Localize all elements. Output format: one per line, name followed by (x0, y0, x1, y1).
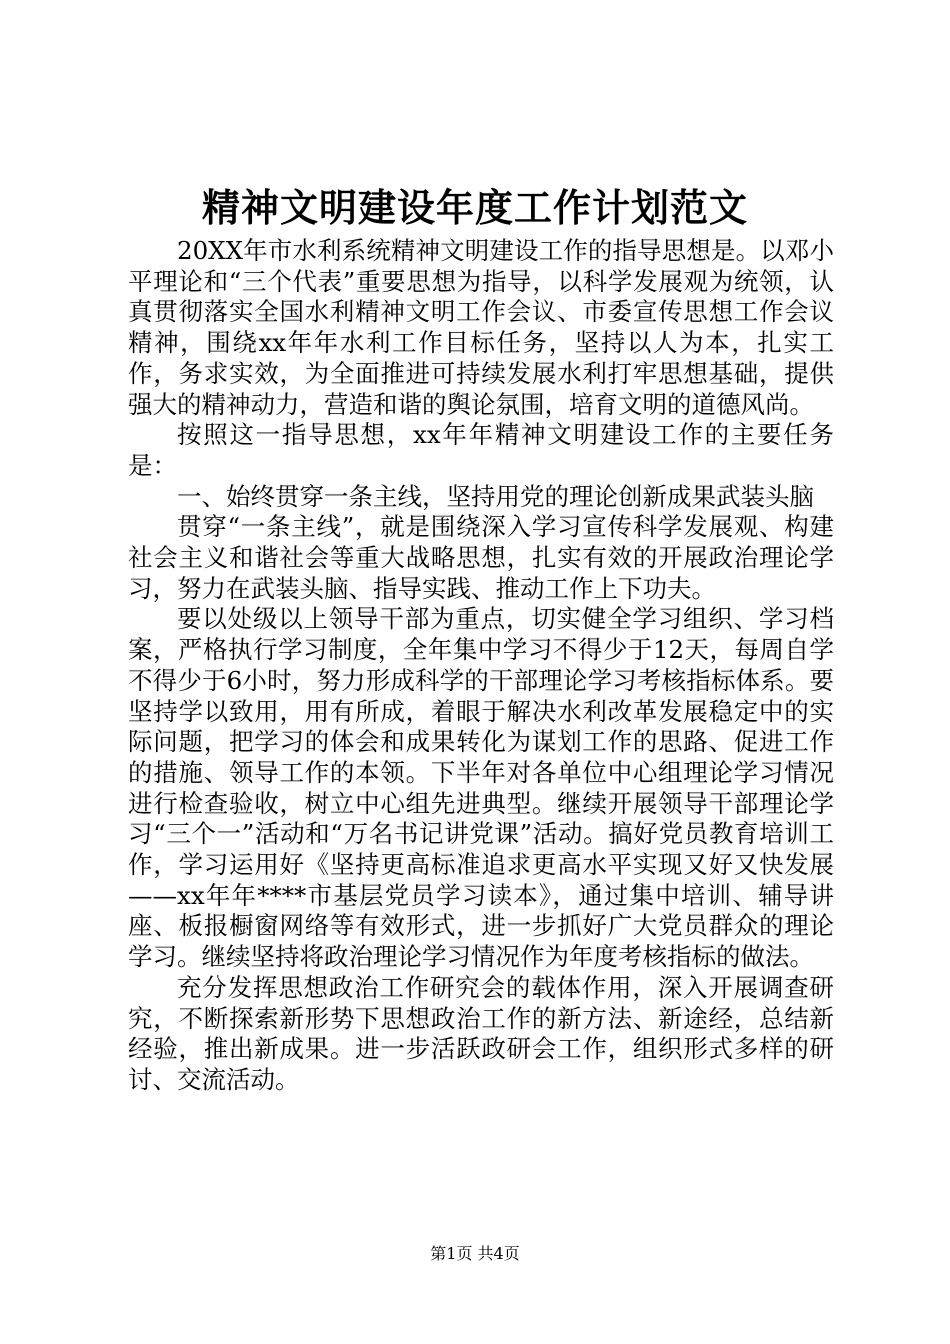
section-heading-1: 一、始终贯穿一条主线，坚持用党的理论创新成果武装头脑 (177, 481, 814, 511)
page-number: 第1页 共4页 (430, 1244, 520, 1263)
paragraph-guiding-ideology: 20XX年市水利系统精神文明建设工作的指导思想是。以邓小平理论和“三个代表”重要思想为指导，以科学发展观为统领，认真贯彻落实全国水利精神文明工作会议、市委宣传思想工作会议精神，围绕xx年年水利工作目标任务，坚持以人为本，扎实工作，务求实效，为全面推进可持续发展水利打牢思想基础，提供强大的精神动力，营造和谐的舆论氛围，培育文明的道德风尚。 (128, 236, 834, 419)
document-body (128, 236, 834, 1096)
paragraph-main-tasks-intro: 按照这一指导思想，xx年年精神文明建设工作的主要任务是： (128, 420, 834, 480)
paragraph-leadership-study: 要以处级以上领导干部为重点，切实健全学习组织、学习档案，严格执行学习制度，全年集中学习不得少于12天，每周自学不得少于6小时，努力形成科学的干部理论学习考核指标体系。要坚持学以致用，用有所成，着眼于解决水利改革发展稳定中的实际问题，把学习的体会和成果转化为谋划工作的思路、促进工作的措施、领导工作的本领。下半年对各单位中心组理论学习情况进行检查验收，树立中心组先进典型。继续开展领导干部理论学习“三个一”活动和“万名书记讲党课”活动。搞好党员教育培训工作，学习运用好《坚持更高标准追求更高水平实现又好又快发展——xx年年****市基层党员学习读本》，通过集中培训、辅导讲座、板报橱窗网络等有效形式，进一步抓好广大党员群众的理论学习。继续坚持将政治理论学习情况作为年度考核指标的做法。 (128, 604, 834, 972)
document-title: 精神文明建设年度工作计划范文 (201, 185, 748, 230)
paragraph-research-society: 充分发挥思想政治工作研究会的载体作用，深入开展调查研究，不断探索新形势下思想政治工作的新方法、新途经，总结新经验，推出新成果。进一步活跃政研会工作，组织形式多样的研讨、交流活动。 (128, 972, 834, 1094)
paragraph-main-line: 贯穿“一条主线”，就是围绕深入学习宣传科学发展观、构建社会主义和谐社会等重大战略思想，扎实有效的开展政治理论学习，努力在武装头脑、指导实践、推动工作上下功夫。 (128, 512, 834, 603)
